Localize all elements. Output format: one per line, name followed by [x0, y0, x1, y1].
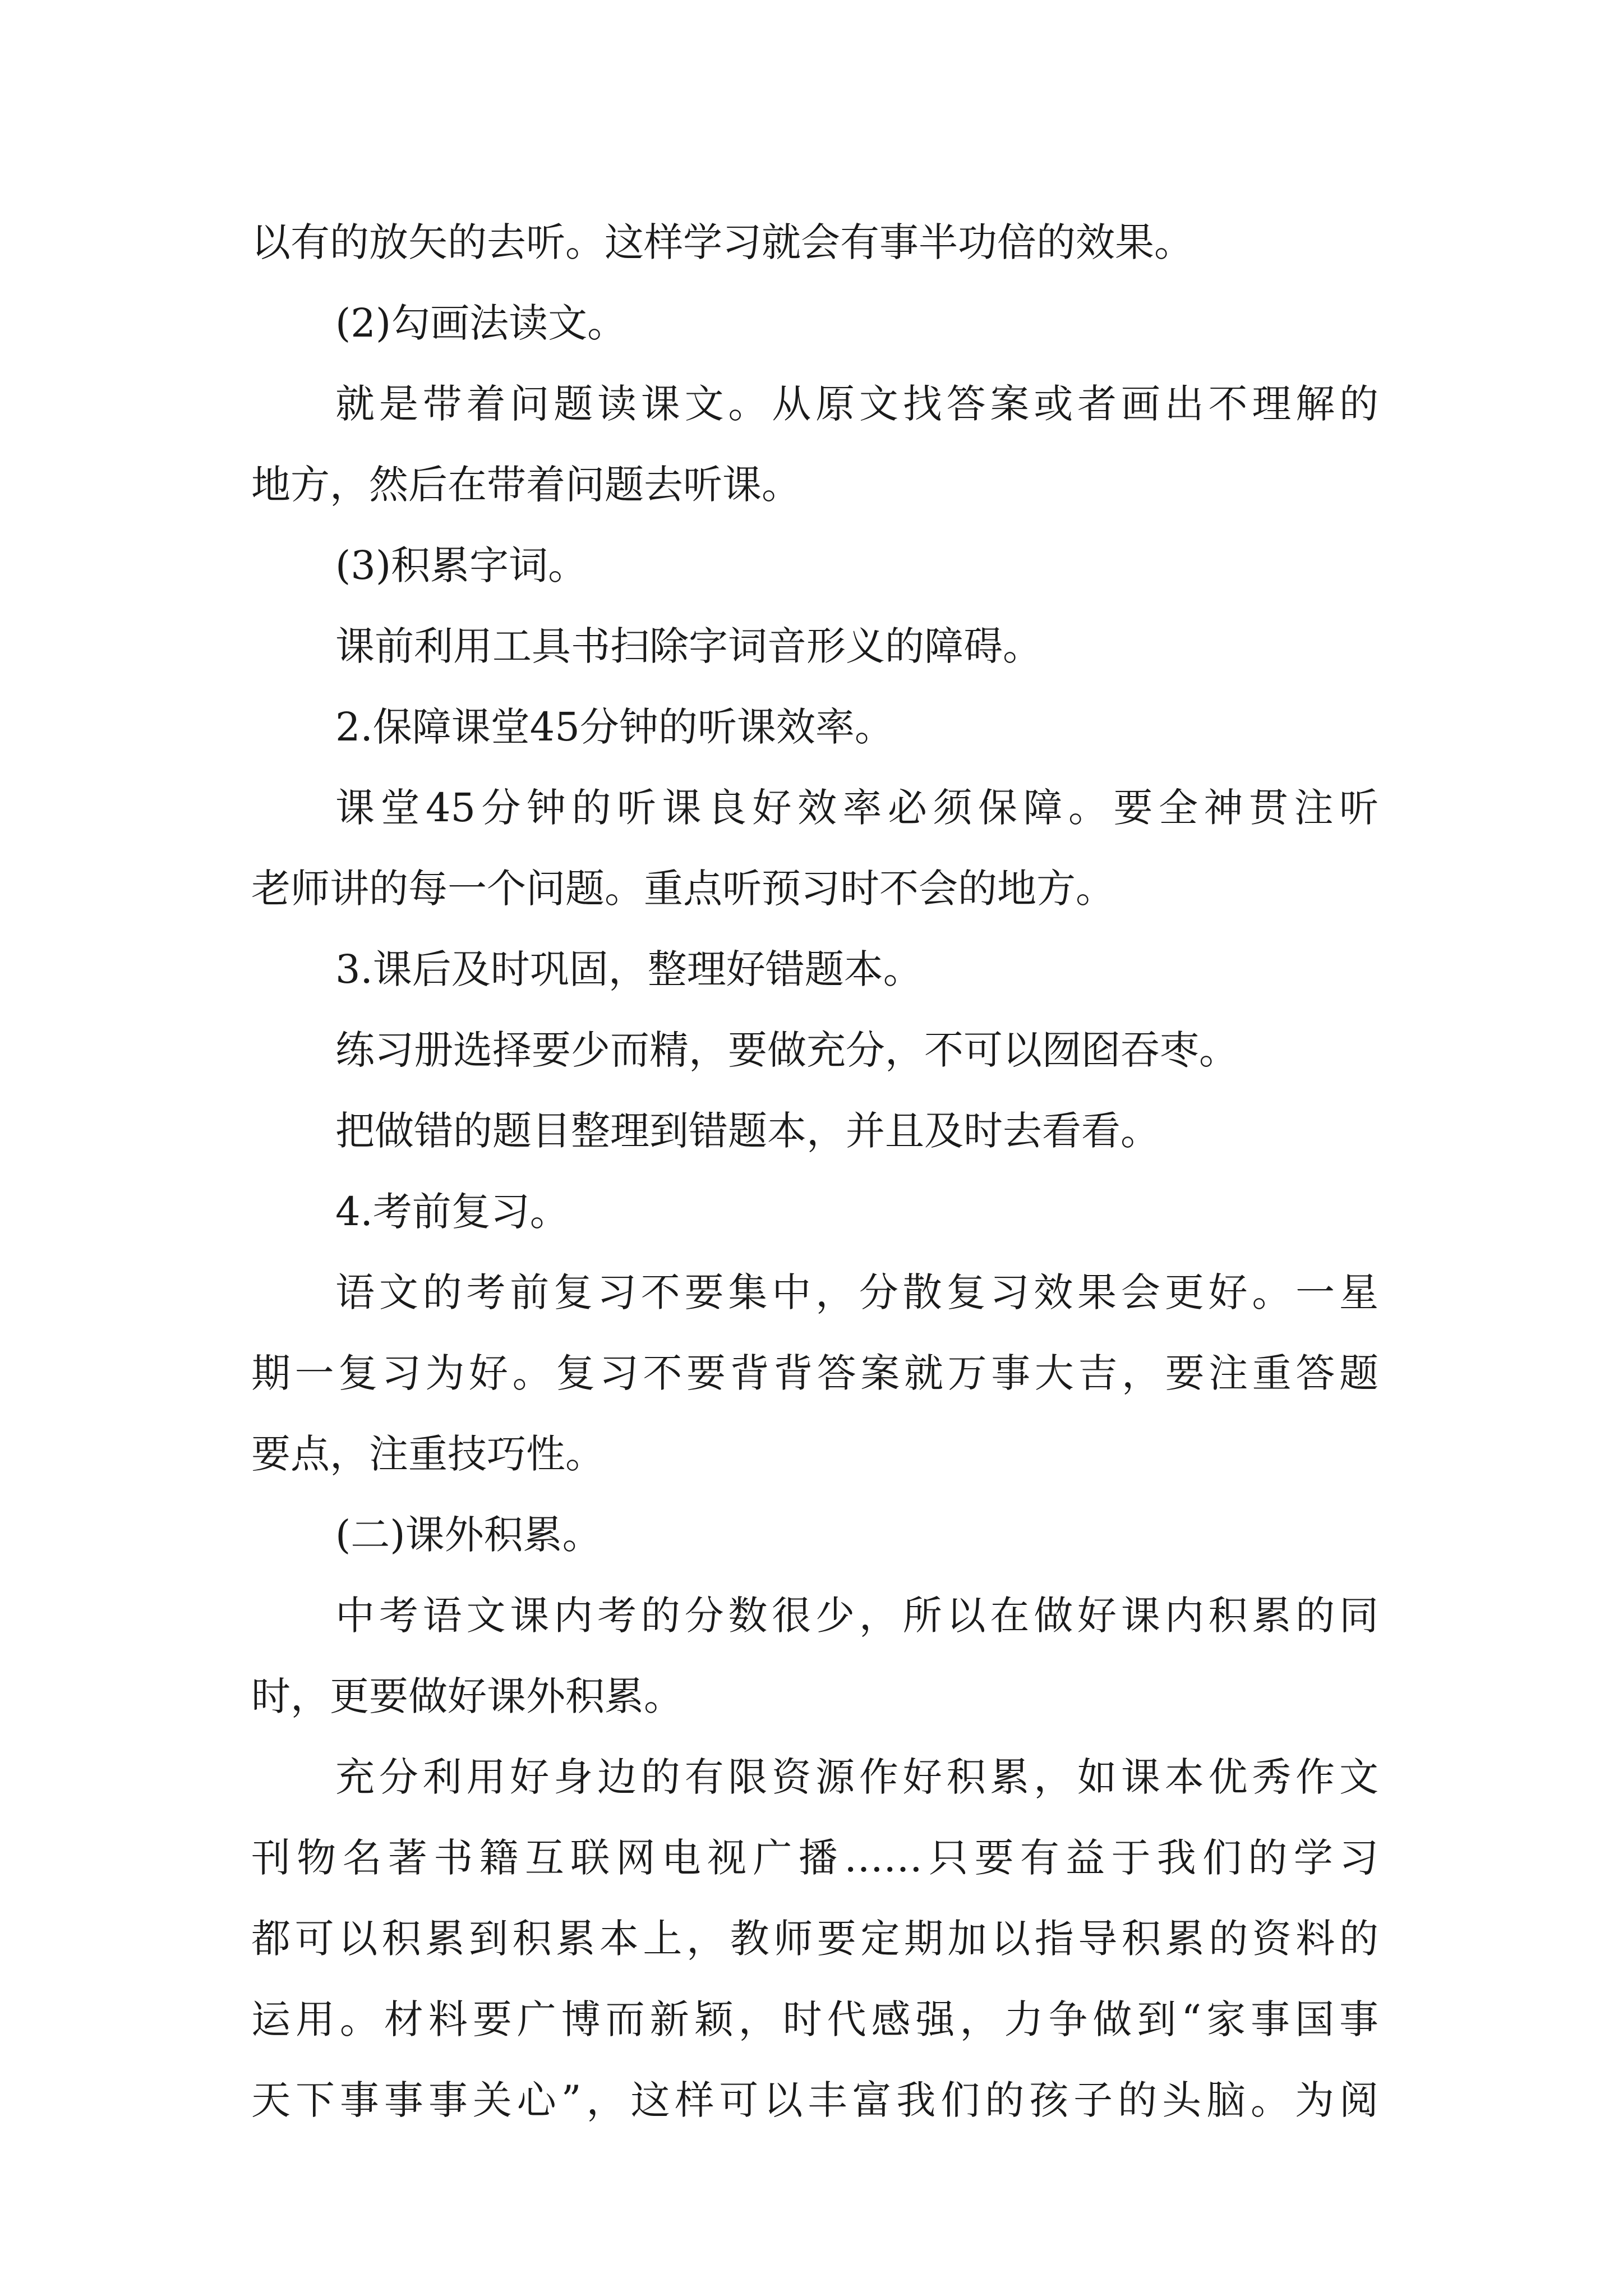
subheading: (2)勾画法读文。: [335, 300, 627, 346]
text-line: 期一复习为好。复习不要背背答案就万事大吉，要注重答题: [251, 1350, 1378, 1396]
text-line: 课前利用工具书扫除字词音形义的障碍。: [335, 623, 1042, 669]
subheading: 4.考前复习。: [335, 1189, 569, 1235]
document-page: [251, 202, 1378, 2141]
text-line: 时，更要做好课外积累。: [251, 1673, 683, 1719]
text-line: 以有的放矢的去听。这样学习就会有事半功倍的效果。: [251, 219, 1193, 265]
text-line: 把做错的题目整理到错题本，并且及时去看看。: [335, 1108, 1160, 1154]
text-line: 地方，然后在带着问题去听课。: [251, 462, 801, 508]
text-line: 运用。材料要广博而新颖，时代感强，力争做到“家事国事: [251, 1996, 1378, 2042]
text-line: 老师讲的每一个问题。重点听预习时不会的地方。: [251, 866, 1115, 912]
text-line: 刊物名著书籍互联网电视广播……只要有益于我们的学习: [251, 1835, 1378, 1881]
text-line: 中考语文课内考的分数很少，所以在做好课内积累的同: [335, 1593, 1378, 1639]
subheading: 3.课后及时巩固，整理好错题本。: [335, 946, 923, 992]
text-line: 天下事事事关心”，这样可以丰富我们的孩子的头脑。为阅: [251, 2077, 1378, 2123]
text-line: 就是带着问题读课文。从原文找答案或者画出不理解的: [335, 381, 1378, 427]
text-line: 课堂45分钟的听课良好效率必须保障。要全神贯注听: [335, 785, 1378, 831]
text-line: 都可以积累到积累本上，教师要定期加以指导积累的资料的: [251, 1916, 1378, 1962]
text-line: 练习册选择要少而精，要做充分，不可以囫囵吞枣。: [335, 1027, 1238, 1073]
subheading: 2.保障课堂45分钟的听课效率。: [335, 704, 894, 750]
subheading: (3)积累字词。: [335, 542, 588, 588]
text-line: 充分利用好身边的有限资源作好积累，如课本优秀作文: [335, 1754, 1378, 1800]
text-line: 要点，注重技巧性。: [251, 1431, 605, 1477]
text-line: 语文的考前复习不要集中，分散复习效果会更好。一星: [335, 1269, 1378, 1315]
subheading: (二)课外积累。: [335, 1512, 602, 1558]
